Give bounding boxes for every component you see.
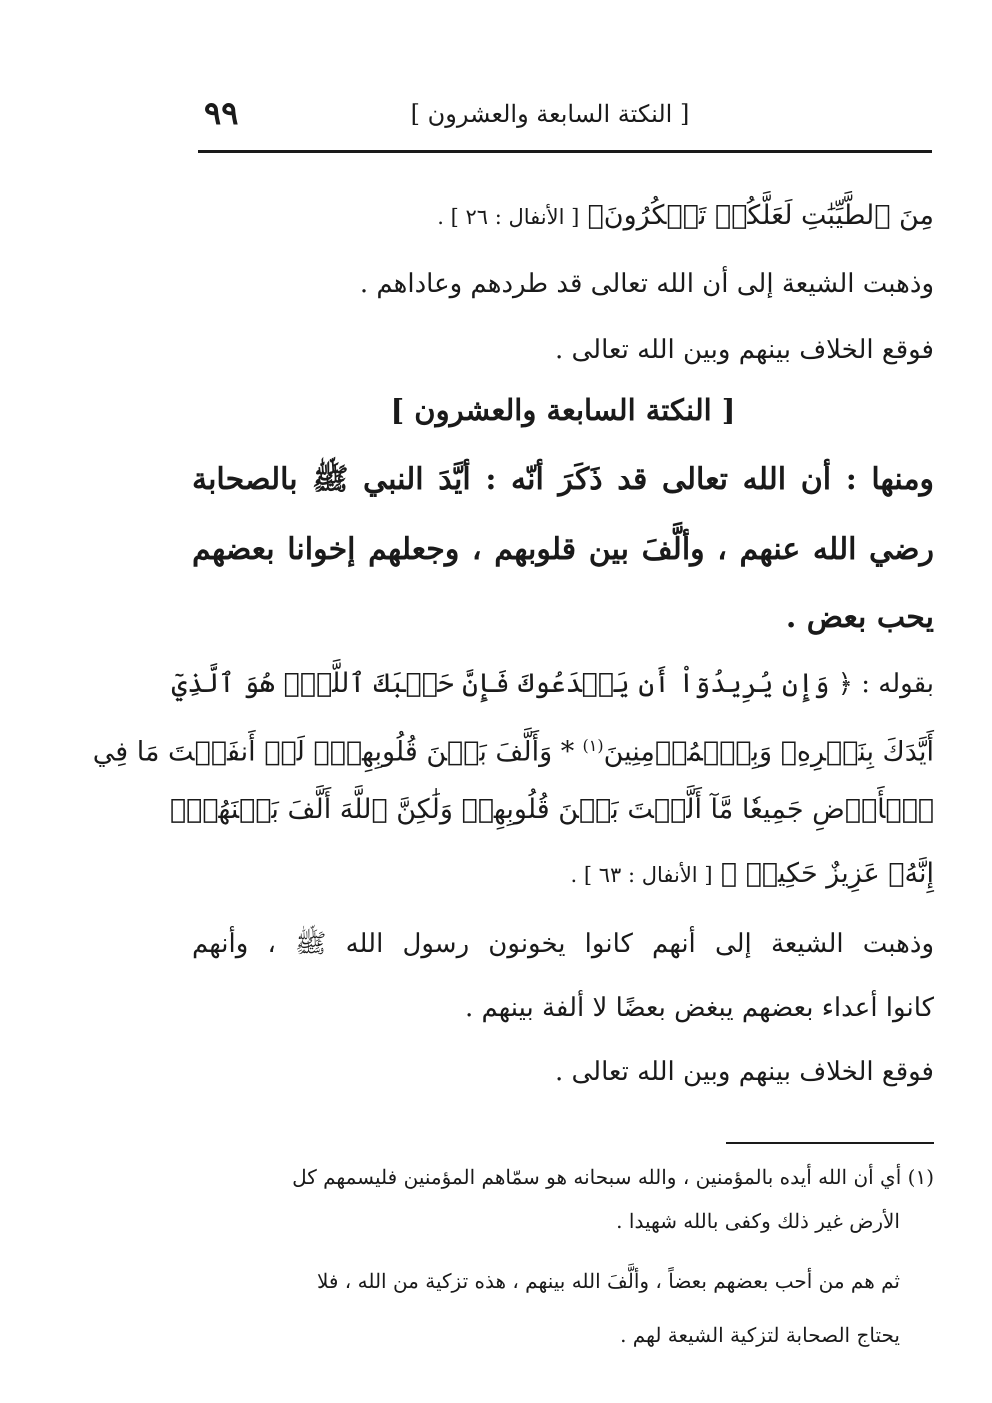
paragraph-line: فوقع الخلاف بينهم وبين الله تعالى . [554,335,934,365]
page-number: ٩٩ [204,94,239,132]
paragraph-line: فوقع الخلاف بينهم وبين الله تعالى . [554,1057,934,1087]
quran-verse: أَيَّدَكَ بِنَصۡرِهِۦ وَبِٱلۡمُؤۡمِنِينَ [603,736,934,768]
bold-paragraph-line: رضي الله عنهم ، وألَّفَ بين قلوبهم ، وجعلهم إخوانا بعضهم [192,532,934,567]
quran-verse: وَإِن يُرِيدُوٓاْ أَن يَخۡدَعُوكَ فَإِنَّ حَسۡبَكَ ٱللَّهُۚ هُوَ ٱلَّذِيٓ [171,668,830,699]
paragraph-line: وذهبت الشيعة إلى أنهم كانوا يخونون رسول الله ﷺ ، وأنهم [192,929,934,959]
footnote-line: (١) أي أن الله أيده بالمؤمنين ، والله سبحانه هو سمّاهم المؤمنين فليسمهم كل [292,1165,934,1189]
quran-verse: إِنَّهُۥ عَزِيزٌ حَكِيمٞ ﴾ [720,858,934,889]
bold-paragraph-line: ومنها : أن الله تعالى قد ذَكَرَ أنّه : أيَّدَ النبي ﷺ بالصحابة [192,462,934,497]
quran-verse-line [571,854,935,895]
quran-verse-line [437,196,934,237]
running-title: [ النكتة السابعة والعشرون ] [410,100,690,128]
quran-verse-line [92,726,934,773]
verse-reference: [ الأنفال : ٢٦ ] . [437,205,580,229]
quran-verse-line [171,664,934,704]
paragraph-line: كانوا أعداء بعضهم يبغض بعضًا لا ألفة بينهم . [464,993,934,1023]
paragraph-line: وذهبت الشيعة إلى أن الله تعالى قد طردهم وعاداهم . [359,269,934,299]
footnote-marker: (١) [582,736,604,755]
footnote-line: يحتاج الصحابة لتزكية الشيعة لهم . [620,1323,900,1347]
footnote-divider [726,1142,934,1144]
quran-verse-line: ٱلۡأَرۡضِ جَمِيعٗا مَّآ أَلَّفۡتَ بَيۡنَ قُلُوبِهِمۡ وَلَٰكِنَّ ٱللَّهَ أَلَّفَ بَيۡنَهُمۡۚ [169,794,934,825]
quran-verse: * وَأَلَّفَ بَيۡنَ قُلُوبِهِمۡۚ لَوۡ أَنفَقۡتَ مَا فِي [92,736,575,768]
bold-paragraph-line: يحب بعض . [785,600,934,635]
quran-verse: مِنَ ٱلطَّيِّبَٰتِ لَعَلَّكُمۡ تَشۡكُرُونَ﴾ [587,200,934,231]
footnote-line: الأرض غير ذلك وكفى بالله شهيدا . [616,1209,900,1233]
verse-reference: [ الأنفال : ٦٣ ] . [570,863,713,887]
header-divider [198,150,932,153]
page-header [198,92,932,148]
footnote-line: ثم هم من أحب بعضهم بعضاً ، وألَّفَ الله بينهم ، هذه تزكية من الله ، فلا [316,1269,900,1293]
verse-intro: بقوله : ﴿ [837,669,934,699]
section-heading: [ النكتة السابعة والعشرون ] [390,393,736,427]
